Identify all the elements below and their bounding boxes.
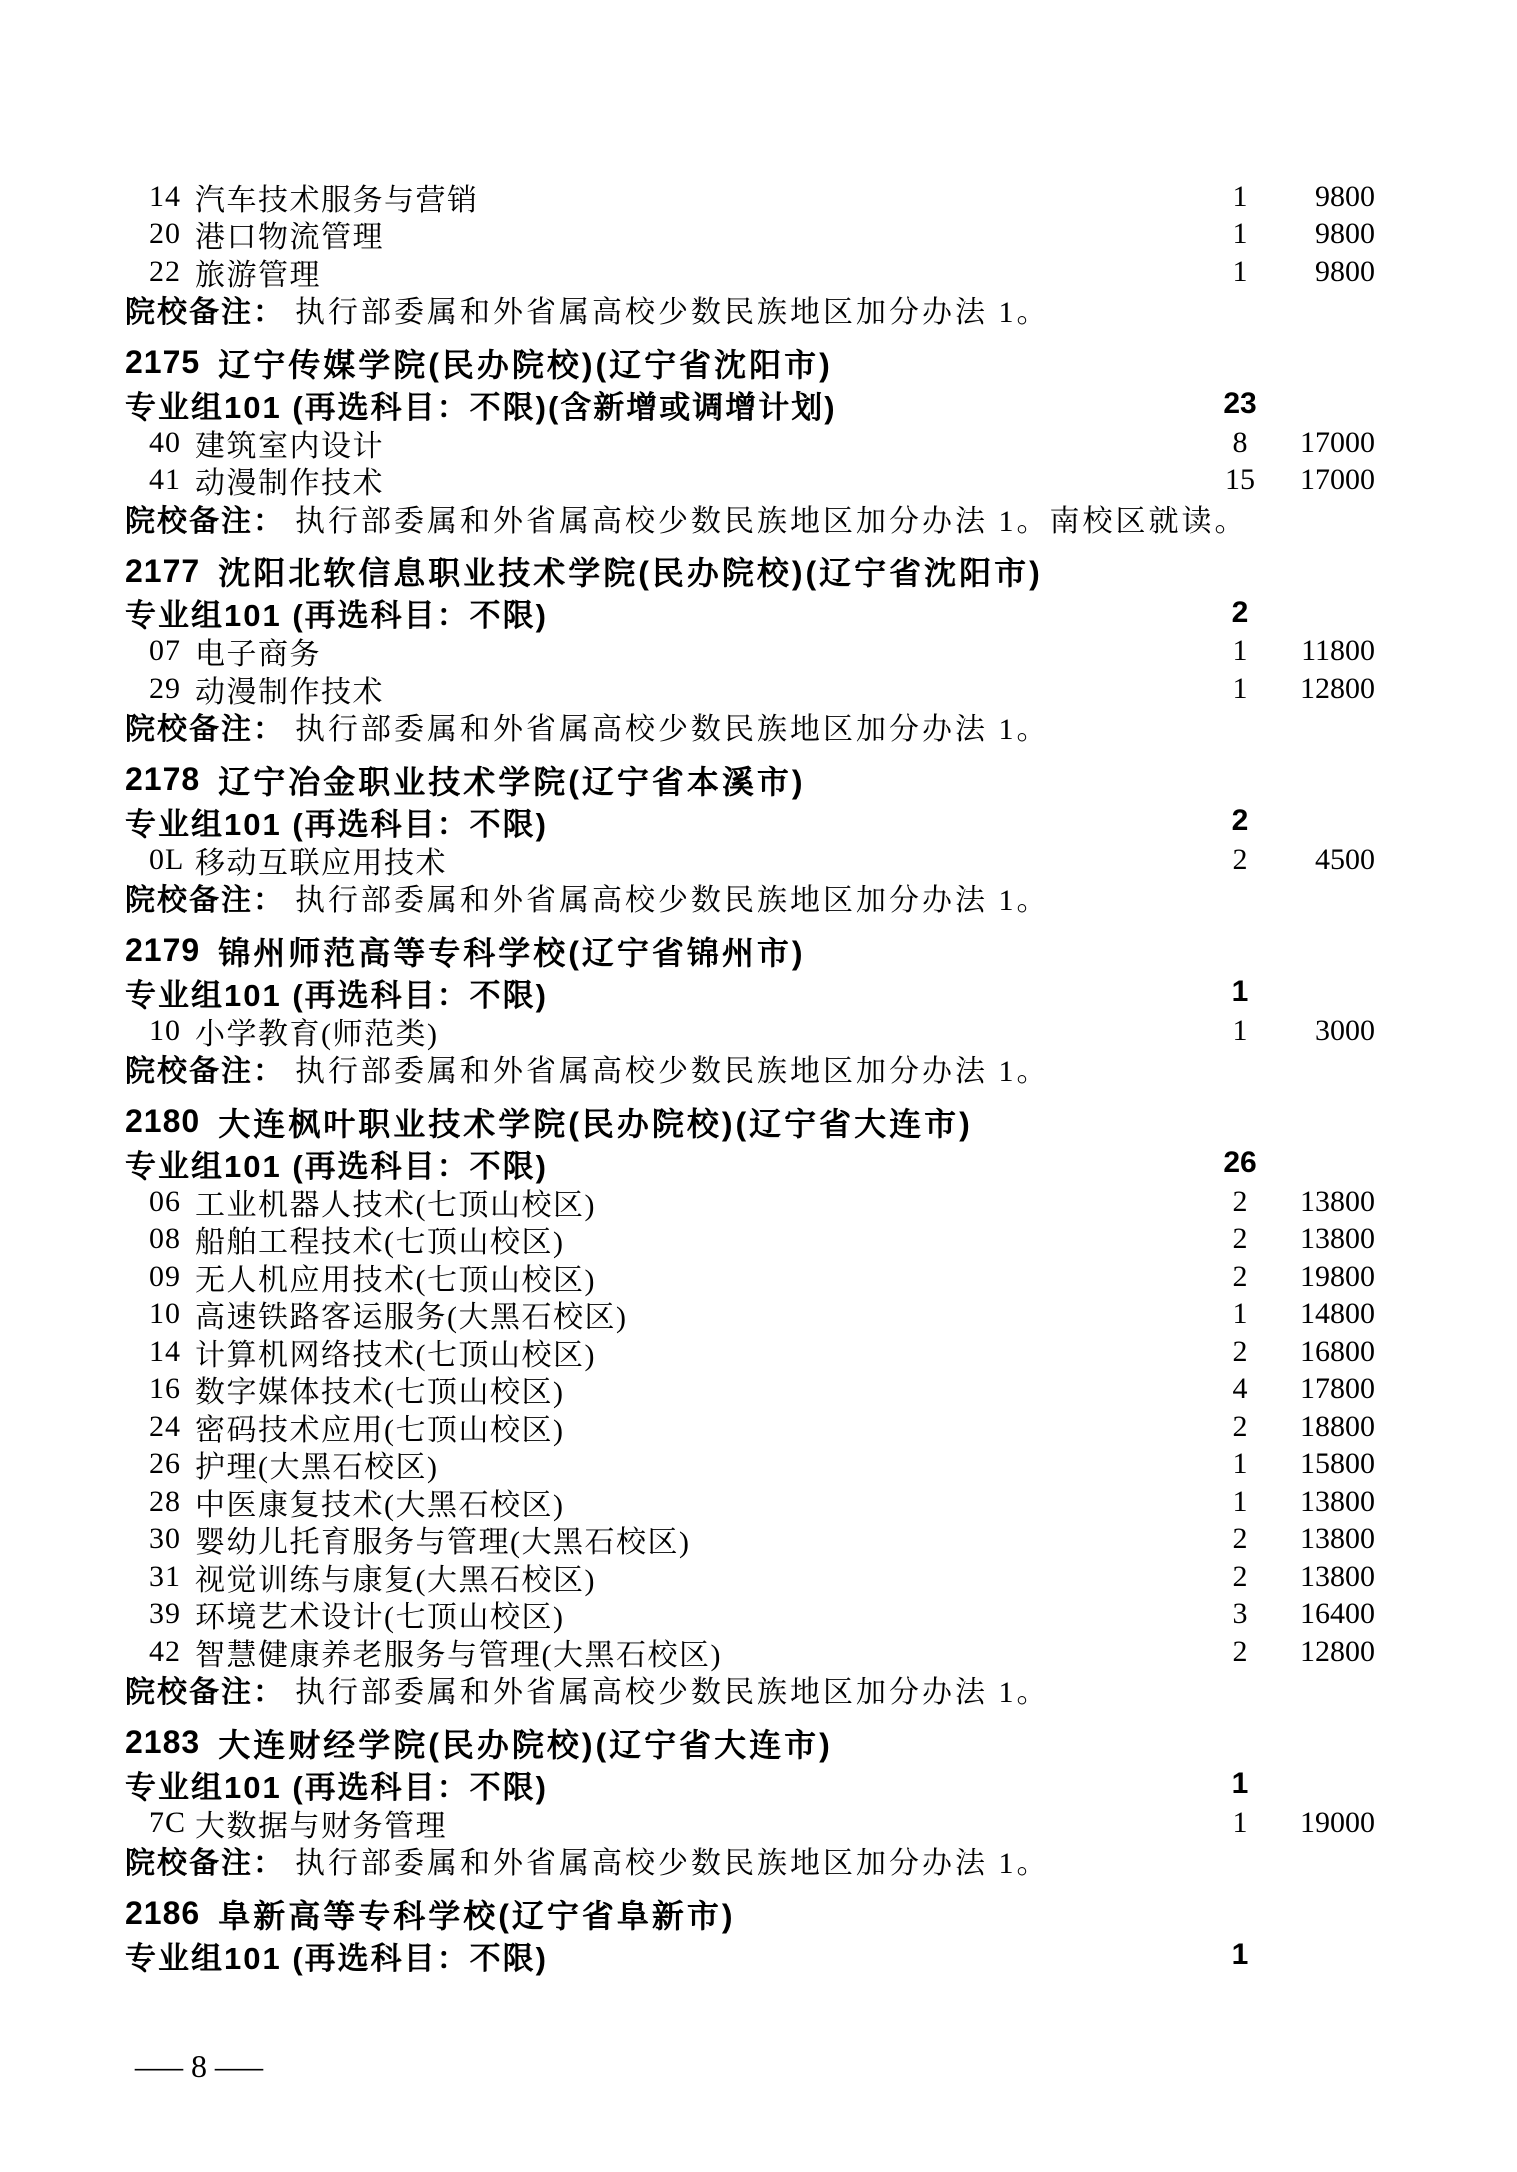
remark-label: 院校备注： — [125, 1847, 285, 1881]
school-header — [125, 1892, 1390, 1935]
major-tuition-fee: 13800 — [1300, 1484, 1375, 1518]
footer-left-dash: — — [135, 2048, 183, 2084]
major-name: 移动互联应用技术 — [195, 846, 447, 880]
remark-label: 院校备注： — [125, 296, 285, 330]
major-tuition-fee: 19000 — [1300, 1805, 1375, 1839]
major-row — [125, 1183, 1390, 1221]
remark-text: 执行部委属和外省属高校少数民族地区加分办法 1。 — [295, 1676, 1050, 1710]
major-name: 无人机应用技术(七顶山校区) — [195, 1263, 596, 1297]
page-footer — [135, 2048, 263, 2085]
school-header — [125, 929, 1390, 972]
major-tuition-fee: 9800 — [1315, 179, 1375, 213]
major-group-header — [125, 384, 1390, 424]
school-header — [125, 1721, 1390, 1764]
school-name: 沈阳北软信息职业技术学院(民办院校)(辽宁省沈阳市) — [218, 555, 1043, 591]
school-remark — [125, 1842, 1390, 1880]
remark-text: 执行部委属和外省属高校少数民族地区加分办法 1。 — [295, 884, 1050, 918]
school-code: 2186 — [125, 1895, 201, 1931]
major-name: 智慧健康养老服务与管理(大黑石校区) — [195, 1638, 722, 1672]
major-tuition-fee: 17000 — [1300, 425, 1375, 459]
major-row — [125, 1596, 1390, 1634]
major-row — [125, 1633, 1390, 1671]
major-group-header — [125, 801, 1390, 841]
major-code: 10 — [149, 1297, 181, 1331]
major-row — [125, 1221, 1390, 1259]
major-tuition-fee: 16800 — [1300, 1334, 1375, 1368]
major-name: 旅游管理 — [195, 258, 321, 292]
major-tuition-fee: 13800 — [1300, 1522, 1375, 1556]
major-row — [125, 1483, 1390, 1521]
major-name: 护理(大黑石校区) — [195, 1451, 439, 1485]
major-name: 建筑室内设计 — [195, 429, 384, 463]
school-code: 2179 — [125, 932, 201, 968]
major-name: 婴幼儿托育服务与管理(大黑石校区) — [195, 1526, 691, 1560]
major-row — [125, 1258, 1390, 1296]
major-code: 0L — [149, 842, 185, 876]
major-plan-count: 1 — [1232, 1484, 1248, 1518]
major-group-header — [125, 1935, 1390, 1975]
school-name: 大连财经学院(民办院校)(辽宁省大连市) — [218, 1726, 833, 1763]
major-code: 10 — [149, 1013, 181, 1047]
remark-text: 执行部委属和外省属高校少数民族地区加分办法 1。 — [295, 1055, 1050, 1089]
remark-text: 执行部委属和外省属高校少数民族地区加分办法 1。 — [295, 713, 1050, 747]
major-row — [125, 216, 1390, 254]
major-code: 08 — [149, 1222, 181, 1256]
major-plan-count: 1 — [1232, 1297, 1248, 1331]
major-code: 42 — [149, 1634, 181, 1668]
major-code: 14 — [149, 1334, 181, 1368]
major-plan-count: 2 — [1232, 1559, 1248, 1593]
major-name: 环境艺术设计(七顶山校区) — [195, 1601, 565, 1635]
major-name: 大数据与财务管理 — [195, 1809, 447, 1843]
major-name: 动漫制作技术 — [195, 675, 384, 709]
major-tuition-fee: 9800 — [1315, 217, 1375, 251]
school-section — [125, 1892, 1390, 1975]
major-code: 28 — [149, 1484, 181, 1518]
major-code: 16 — [149, 1372, 181, 1406]
major-code: 26 — [149, 1447, 181, 1481]
major-row — [125, 1296, 1390, 1334]
school-code: 2177 — [125, 552, 201, 589]
major-name: 船舶工程技术(七顶山校区) — [195, 1226, 565, 1260]
major-row — [125, 1446, 1390, 1484]
major-code: 29 — [149, 671, 181, 705]
major-row — [125, 841, 1390, 879]
school-header — [125, 758, 1390, 801]
major-plan-count: 1 — [1232, 1013, 1248, 1047]
major-code: 22 — [149, 254, 181, 288]
remark-label: 院校备注： — [125, 1676, 285, 1710]
major-group-count: 1 — [1231, 1767, 1249, 1800]
school-section — [125, 341, 1390, 537]
major-code: 07 — [149, 634, 181, 668]
school-code: 2180 — [125, 1103, 201, 1139]
major-plan-count: 15 — [1225, 463, 1255, 497]
major-plan-count: 1 — [1232, 1805, 1248, 1839]
school-name: 阜新高等专科学校(辽宁省阜新市) — [218, 1897, 736, 1934]
major-plan-count: 2 — [1232, 1184, 1248, 1218]
school-code: 2175 — [125, 344, 201, 380]
major-name: 计算机网络技术(七顶山校区) — [195, 1338, 596, 1372]
remark-text: 执行部委属和外省属高校少数民族地区加分办法 1。 — [295, 296, 1050, 330]
major-plan-count: 1 — [1232, 634, 1248, 668]
major-name: 动漫制作技术 — [195, 467, 384, 501]
major-row — [125, 1012, 1390, 1050]
major-tuition-fee: 9800 — [1315, 254, 1375, 288]
school-section-continued — [125, 178, 1390, 328]
major-tuition-fee: 13800 — [1300, 1184, 1375, 1218]
major-tuition-fee: 14800 — [1300, 1297, 1375, 1331]
remark-text: 执行部委属和外省属高校少数民族地区加分办法 1。南校区就读。 — [295, 504, 1248, 538]
major-group-label: 专业组101 (再选科目：不限) — [125, 977, 548, 1013]
major-plan-count: 2 — [1232, 1259, 1248, 1293]
school-header — [125, 1100, 1390, 1143]
major-group-label: 专业组101 (再选科目：不限) — [125, 1148, 548, 1184]
major-tuition-fee: 4500 — [1315, 842, 1375, 876]
school-name: 大连枫叶职业技术学院(民办院校)(辽宁省大连市) — [218, 1105, 973, 1142]
major-plan-count: 1 — [1232, 1447, 1248, 1481]
major-row — [125, 1521, 1390, 1559]
major-code: 7C — [149, 1805, 187, 1839]
school-remark — [125, 1050, 1390, 1088]
major-tuition-fee: 16400 — [1300, 1597, 1375, 1631]
major-name: 密码技术应用(七顶山校区) — [195, 1413, 565, 1447]
major-row — [125, 670, 1390, 708]
major-row — [125, 424, 1390, 462]
major-group-header — [125, 972, 1390, 1012]
major-tuition-fee: 19800 — [1300, 1259, 1375, 1293]
major-plan-count: 2 — [1232, 1522, 1248, 1556]
remark-text: 执行部委属和外省属高校少数民族地区加分办法 1。 — [295, 1847, 1050, 1881]
major-group-label: 专业组101 (再选科目：不限) — [125, 598, 548, 633]
school-code: 2183 — [125, 1724, 201, 1760]
major-row — [125, 1371, 1390, 1409]
major-name: 小学教育(师范类) — [195, 1017, 439, 1051]
major-group-header — [125, 1143, 1390, 1183]
major-group-count: 2 — [1231, 804, 1249, 837]
school-name: 锦州师范高等专科学校(辽宁省锦州市) — [218, 934, 806, 971]
major-plan-count: 1 — [1232, 179, 1248, 213]
major-tuition-fee: 17800 — [1300, 1372, 1375, 1406]
major-group-count: 2 — [1231, 595, 1249, 629]
major-code: 31 — [149, 1559, 181, 1593]
major-name: 中医康复技术(大黑石校区) — [195, 1488, 565, 1522]
school-remark — [125, 879, 1390, 917]
major-group-label: 专业组101 (再选科目：不限) — [125, 1940, 548, 1976]
major-name: 汽车技术服务与营销 — [195, 183, 479, 217]
school-remark — [125, 708, 1390, 746]
major-code: 14 — [149, 179, 181, 213]
major-name: 数字媒体技术(七顶山校区) — [195, 1376, 565, 1410]
major-plan-count: 1 — [1232, 217, 1248, 251]
school-remark — [125, 291, 1390, 329]
major-plan-count: 3 — [1232, 1597, 1248, 1631]
major-tuition-fee: 12800 — [1300, 671, 1375, 705]
school-section — [125, 929, 1390, 1087]
major-code: 20 — [149, 217, 181, 251]
major-code: 30 — [149, 1522, 181, 1556]
footer-right-dash: — — [215, 2048, 263, 2084]
major-name: 工业机器人技术(七顶山校区) — [195, 1188, 596, 1222]
major-row — [125, 1558, 1390, 1596]
admission-plan-list — [125, 178, 1390, 1975]
major-tuition-fee: 15800 — [1300, 1447, 1375, 1481]
major-group-header — [125, 1764, 1390, 1804]
major-plan-count: 1 — [1232, 254, 1248, 288]
major-tuition-fee: 17000 — [1300, 463, 1375, 497]
remark-label: 院校备注： — [125, 713, 285, 747]
major-tuition-fee: 13800 — [1300, 1559, 1375, 1593]
major-row — [125, 1333, 1390, 1371]
major-row — [125, 462, 1390, 500]
school-section — [125, 1100, 1390, 1708]
major-group-count: 1 — [1231, 1938, 1249, 1971]
major-plan-count: 2 — [1232, 1334, 1248, 1368]
major-group-label: 专业组101 (再选科目：不限) — [125, 806, 548, 842]
major-row — [125, 633, 1390, 671]
school-code: 2178 — [125, 761, 201, 797]
major-name: 电子商务 — [195, 638, 321, 672]
remark-label: 院校备注： — [125, 884, 285, 918]
major-tuition-fee: 18800 — [1300, 1409, 1375, 1443]
major-name: 视觉训练与康复(大黑石校区) — [195, 1563, 596, 1597]
school-header — [125, 550, 1390, 593]
major-name: 港口物流管理 — [195, 221, 384, 255]
school-remark — [125, 1671, 1390, 1709]
major-group-count: 26 — [1223, 1146, 1257, 1179]
major-row — [125, 178, 1390, 216]
major-group-label: 专业组101 (再选科目：不限) — [125, 1769, 548, 1805]
major-tuition-fee: 12800 — [1300, 1634, 1375, 1668]
major-plan-count: 2 — [1232, 842, 1248, 876]
school-name: 辽宁传媒学院(民办院校)(辽宁省沈阳市) — [218, 346, 833, 383]
remark-label: 院校备注： — [125, 504, 285, 538]
remark-label: 院校备注： — [125, 1055, 285, 1089]
major-plan-count: 2 — [1232, 1222, 1248, 1256]
school-section — [125, 758, 1390, 916]
major-tuition-fee: 3000 — [1315, 1013, 1375, 1047]
major-row — [125, 1408, 1390, 1446]
major-group-label: 专业组101 (再选科目：不限)(含新增或调增计划) — [125, 389, 837, 425]
major-code: 24 — [149, 1409, 181, 1443]
school-name: 辽宁冶金职业技术学院(辽宁省本溪市) — [218, 763, 806, 800]
page-number: 8 — [191, 2048, 207, 2084]
school-header — [125, 341, 1390, 384]
major-plan-count: 4 — [1232, 1372, 1248, 1406]
major-row — [125, 253, 1390, 291]
major-plan-count: 2 — [1232, 1409, 1248, 1443]
major-plan-count: 2 — [1232, 1634, 1248, 1668]
major-row — [125, 1804, 1390, 1842]
major-group-count: 1 — [1231, 975, 1249, 1008]
major-group-count: 23 — [1223, 387, 1257, 420]
major-code: 39 — [149, 1597, 181, 1631]
major-code: 40 — [149, 425, 181, 459]
major-tuition-fee: 13800 — [1300, 1222, 1375, 1256]
major-plan-count: 1 — [1232, 671, 1248, 705]
major-name: 高速铁路客运服务(大黑石校区) — [195, 1301, 628, 1335]
major-code: 09 — [149, 1259, 181, 1293]
major-code: 41 — [149, 463, 181, 497]
school-section — [125, 1721, 1390, 1879]
major-tuition-fee: 11800 — [1301, 634, 1375, 668]
school-section — [125, 550, 1390, 746]
school-remark — [125, 499, 1390, 537]
major-plan-count: 8 — [1232, 425, 1248, 459]
major-code: 06 — [149, 1184, 181, 1218]
major-group-header — [125, 593, 1390, 633]
